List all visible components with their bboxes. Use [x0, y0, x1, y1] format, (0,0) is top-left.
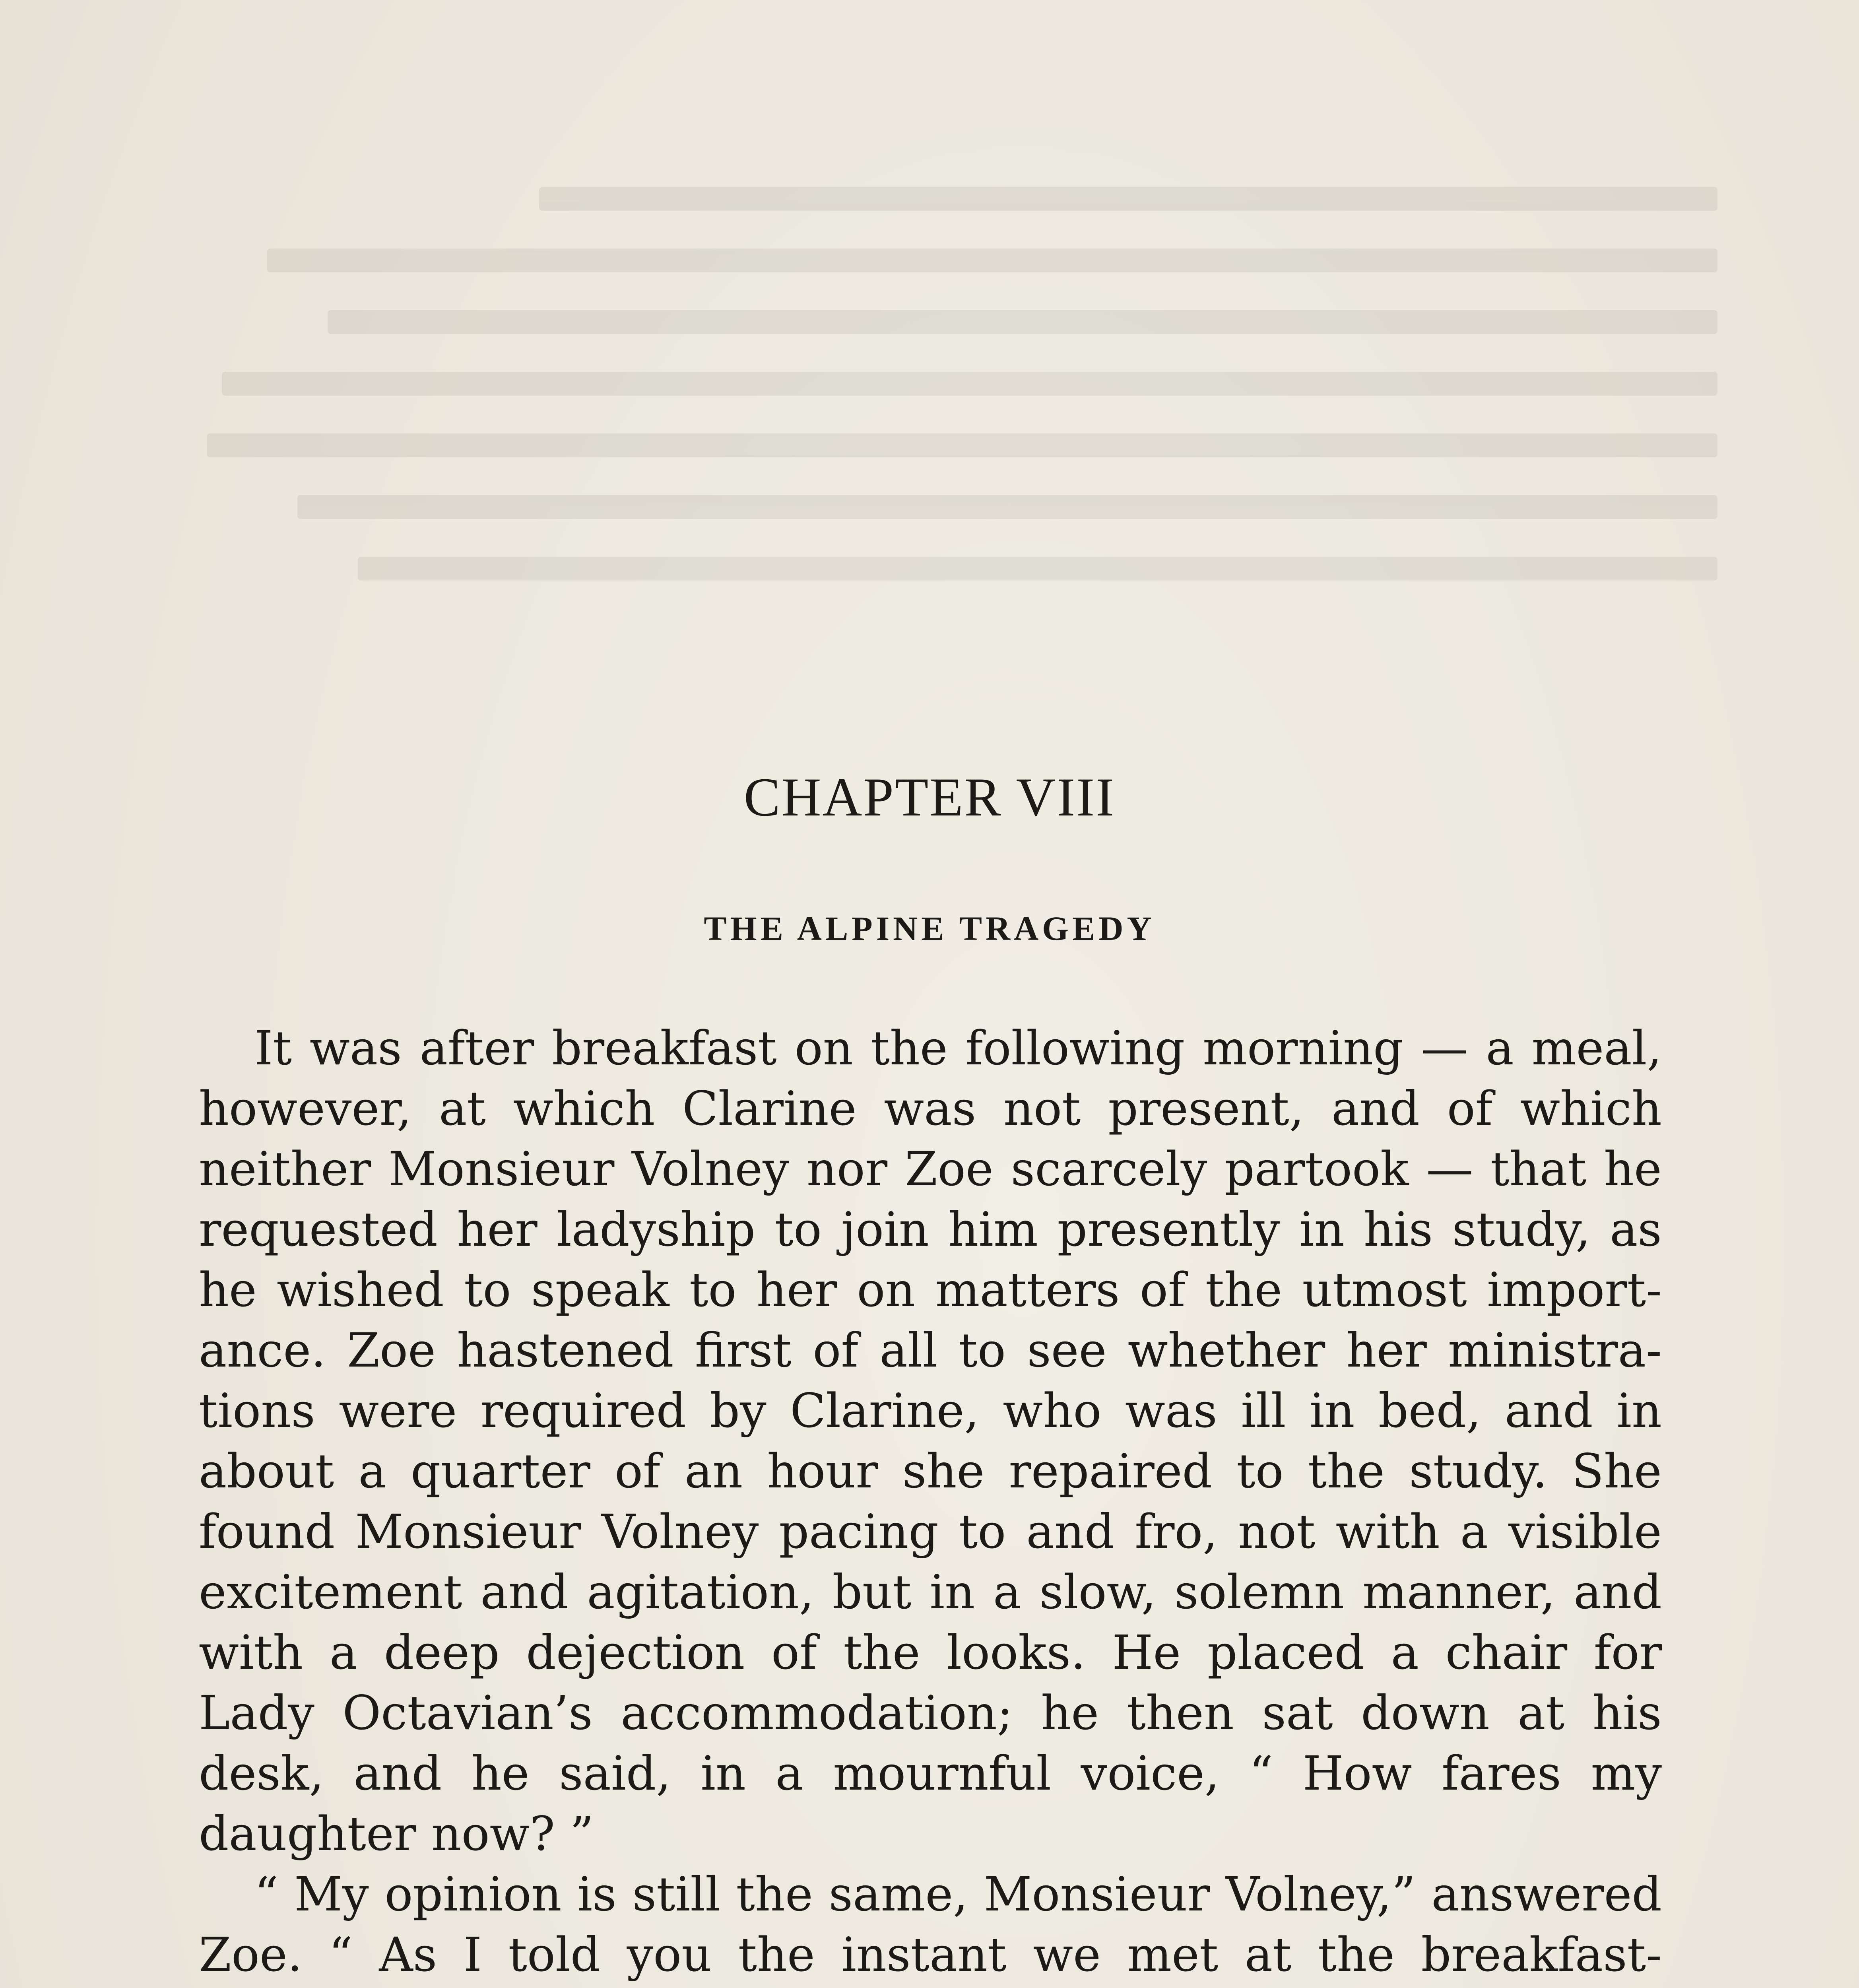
text-line: with a deep dejection of the looks. He placed a chair for [199, 1625, 1662, 1680]
text-line: ance. Zoe hastened first of all to see whether her ministra- [199, 1323, 1662, 1378]
text-line: daughter now? ” [199, 1806, 594, 1861]
text-line: about a quarter of an hour she repaired to the study. She [199, 1444, 1662, 1499]
text-line: requested her ladyship to join him presently in his study, as [199, 1202, 1662, 1257]
text-line: however, at which Clarine was not present, and of which [199, 1081, 1662, 1136]
text-line: found Monsieur Volney pacing to and fro, not with a visible [199, 1504, 1662, 1559]
body-text [199, 1018, 1662, 1988]
chapter-subtitle: THE ALPINE TRAGEDY [704, 909, 1155, 947]
text-line: tions were required by Clarine, who was ill in bed, and in [199, 1383, 1662, 1438]
text-line: It was after breakfast on the following morning — a meal, [254, 1021, 1662, 1076]
chapter-heading: CHAPTER VIII [743, 767, 1116, 827]
text-line: Lady Octavian’s accommodation; he then sat down at his [199, 1685, 1662, 1740]
text-line: “ My opinion is still the same, Monsieur Volney,” answered [254, 1867, 1662, 1922]
text-line: neither Monsieur Volney nor Zoe scarcely partook — that he [199, 1142, 1662, 1196]
text-line [199, 1985, 1662, 1988]
text-line: excitement and agitation, but in a slow, solemn manner, and [199, 1565, 1662, 1619]
bleed-through-decoration [207, 187, 1717, 664]
text-line: desk, and he said, in a mournful voice, “ How fares my [199, 1746, 1662, 1801]
text-line: he wished to speak to her on matters of the utmost import- [199, 1262, 1662, 1317]
text-line: Zoe. “ As I told you the instant we met at the breakfast- [199, 1927, 1662, 1982]
